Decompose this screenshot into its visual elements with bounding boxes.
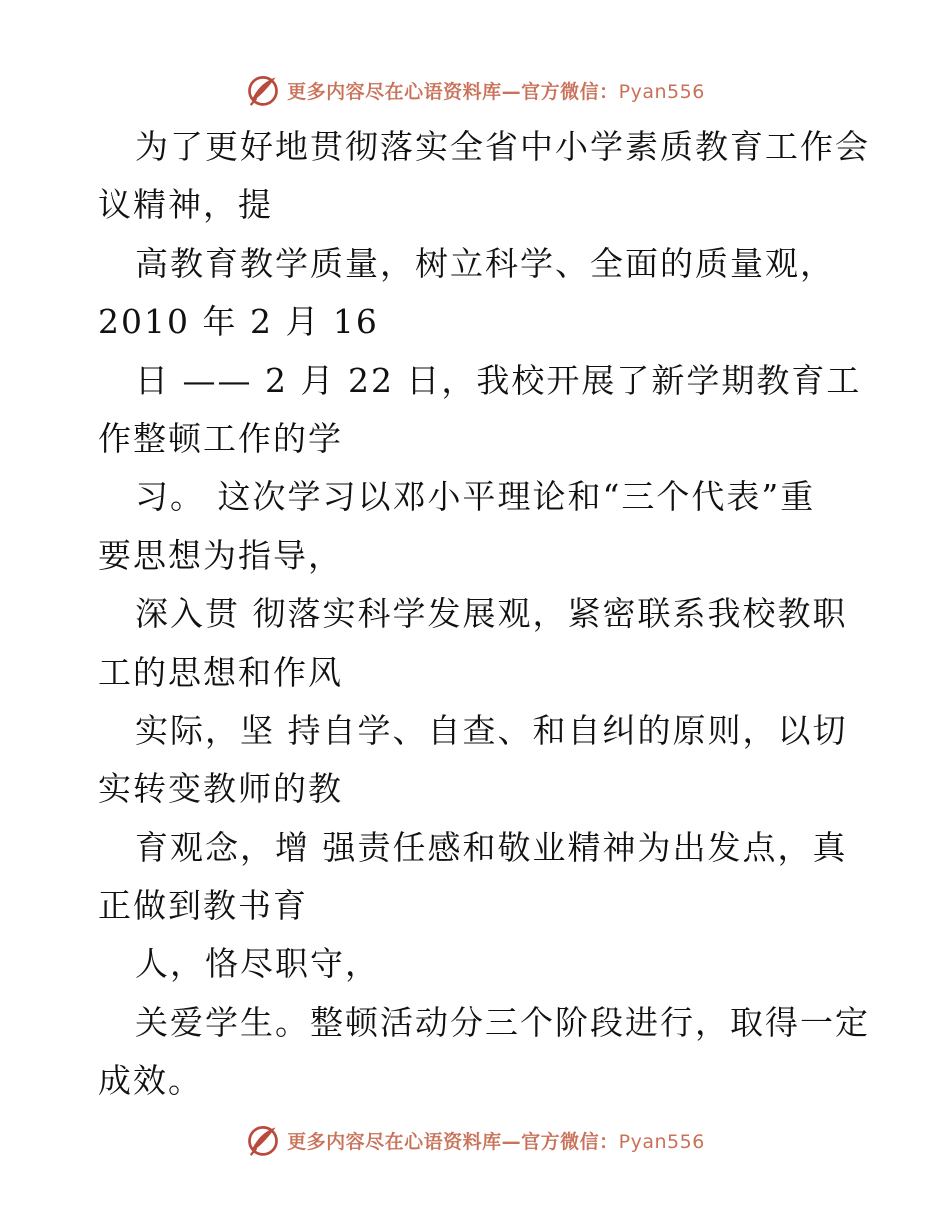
text-line: 习。 这次学习以邓小平理论和“三个代表”重 xyxy=(135,477,816,517)
text-line: 为了更好地贯彻落实全省中小学素质教育工作会 xyxy=(135,127,870,166)
banner-content xyxy=(245,72,705,108)
text-line: 成效。 xyxy=(98,1061,203,1101)
text-line: 2010 年 2 月 16 xyxy=(98,302,379,342)
banner-content xyxy=(245,1122,705,1158)
text-line: 要思想为指导， xyxy=(98,535,343,575)
text-line: 关爱学生。整顿活动分三个阶段进行，取得一定 xyxy=(135,1002,870,1042)
banner-text xyxy=(287,1127,705,1154)
text-line: 正做到教书育 xyxy=(98,886,308,926)
wechat-id: Pyan556 xyxy=(618,80,705,103)
text-line: 工的思想和作风 xyxy=(98,652,343,692)
quill-pen-logo-icon xyxy=(245,72,281,108)
header-banner xyxy=(0,70,950,110)
text-line: 日 —— 2 月 22 日，我校开展了新学期教育工 xyxy=(135,360,862,400)
text-line: 高教育教学质量，树立科学、全面的质量观， xyxy=(135,243,835,283)
footer-banner xyxy=(0,1120,950,1160)
wechat-id: Pyan556 xyxy=(618,1130,705,1153)
banner-slogan: 更多内容尽在心语资料库—官方微信： xyxy=(287,1130,619,1153)
text-line: 人，恪尽职守， xyxy=(135,944,380,984)
document-body xyxy=(98,118,870,1111)
text-line: 深入贯 彻落实科学发展观，紧密联系我校教职 xyxy=(135,594,848,634)
text-line: 实转变教师的教 xyxy=(98,769,343,809)
banner-slogan: 更多内容尽在心语资料库—官方微信： xyxy=(287,80,619,103)
quill-pen-logo-icon xyxy=(245,1122,281,1158)
text-line: 实际，坚 持自学、自查、和自纠的原则，以切 xyxy=(135,710,848,750)
text-line: 议精神，提 xyxy=(98,185,273,225)
banner-text xyxy=(287,77,705,104)
text-line: 育观念，增 强责任感和敬业精神为出发点，真 xyxy=(135,827,848,867)
text-line: 作整顿工作的学 xyxy=(98,418,343,458)
